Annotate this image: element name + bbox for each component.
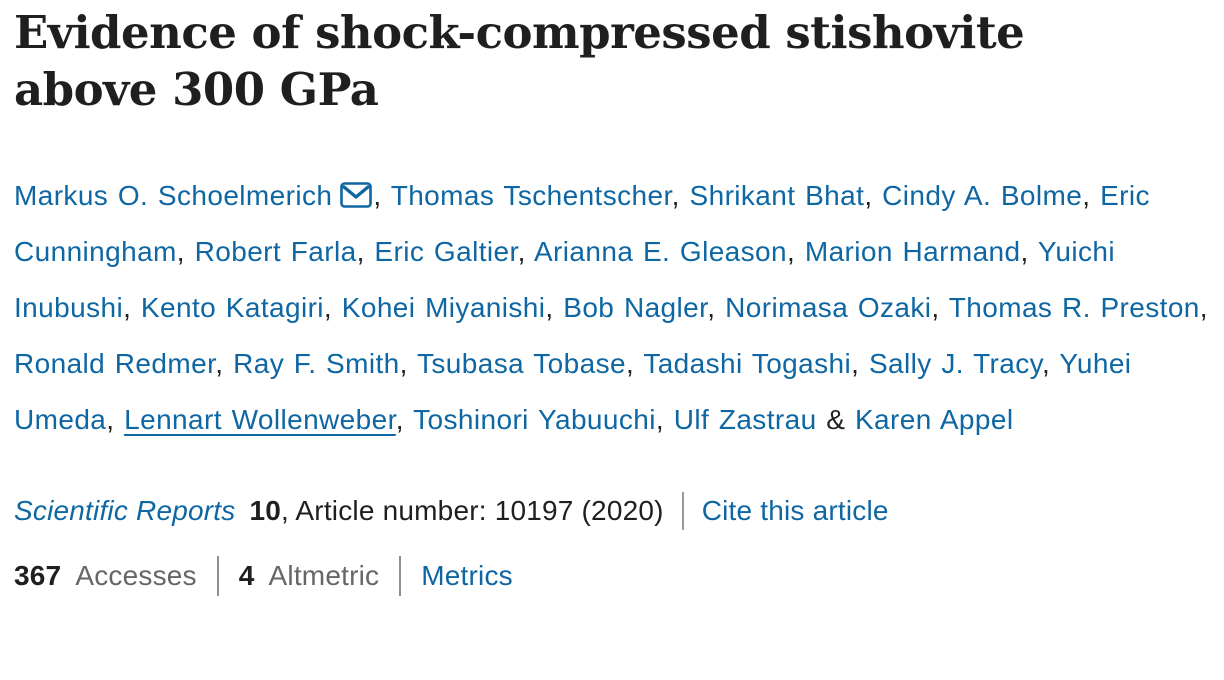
author-link[interactable]: Markus O. Schoelmerich [14, 180, 333, 211]
author-link[interactable]: Eric Cunningham [14, 180, 1150, 267]
author-separator: , [395, 404, 414, 435]
metrics-link[interactable]: Metrics [421, 560, 513, 591]
author-separator: , [323, 292, 342, 323]
author-link[interactable]: Kohei Miyanishi [341, 292, 546, 323]
author-link[interactable]: Arianna E. Gleason [533, 236, 787, 267]
author-separator: , [545, 292, 564, 323]
author-separator: , [106, 404, 125, 435]
altmetric-count: 4 [238, 560, 255, 591]
journal-citation-line [14, 492, 1210, 530]
author-link[interactable]: Cindy A. Bolme [882, 180, 1083, 211]
author-separator: , [517, 236, 534, 267]
author-link[interactable]: Karen Appel [854, 404, 1014, 435]
author-separator: , [1020, 236, 1038, 267]
author-link[interactable]: Tadashi Togashi [643, 348, 852, 379]
author-separator: , [851, 348, 869, 379]
author-link[interactable]: Bob Nagler [563, 292, 708, 323]
author-link[interactable]: Thomas R. Preston [948, 292, 1200, 323]
author-link[interactable]: Eric Galtier [374, 236, 518, 267]
journal-volume: 10 [249, 495, 282, 526]
altmetric-label: Altmetric [268, 560, 380, 591]
article-title-line2: above 300 GPa [14, 63, 379, 116]
article-title-line1: Evidence of shock-compressed stishovite [14, 6, 1025, 59]
author-link[interactable]: Robert Farla [194, 236, 357, 267]
article-title [14, 4, 1210, 118]
metrics-bar [14, 556, 1210, 596]
author-link[interactable]: Sally J. Tracy [868, 348, 1042, 379]
author-link[interactable]: Ray F. Smith [233, 348, 400, 379]
author-link[interactable]: Tsubasa Tobase [417, 348, 626, 379]
author-link[interactable]: Shrikant Bhat [689, 180, 865, 211]
author-separator: , [707, 292, 726, 323]
author-separator: , [373, 180, 391, 211]
author-link[interactable]: Toshinori Yabuuchi [413, 404, 656, 435]
author-link[interactable]: Kento Katagiri [140, 292, 324, 323]
vertical-divider [217, 556, 219, 596]
author-separator: , [671, 180, 690, 211]
email-icon[interactable] [340, 182, 372, 208]
author-link[interactable]: Thomas Tschentscher [390, 180, 672, 211]
author-link[interactable]: Ronald Redmer [14, 348, 216, 379]
author-separator: , [655, 404, 674, 435]
author-separator: , [356, 236, 375, 267]
accesses-count: 367 [14, 560, 62, 591]
author-separator: , [931, 292, 949, 323]
author-separator: , [625, 348, 644, 379]
author-separator: , [1041, 348, 1060, 379]
author-link[interactable]: Ulf Zastrau [673, 404, 817, 435]
author-separator: , [399, 348, 417, 379]
author-separator: , [787, 236, 805, 267]
vertical-divider [399, 556, 401, 596]
vertical-divider [682, 492, 684, 530]
journal-link[interactable]: Scientific Reports [14, 495, 236, 526]
author-link[interactable]: Yuhei Umeda [14, 348, 1132, 435]
author-separator: , [176, 236, 195, 267]
author-separator: , [215, 348, 234, 379]
author-link[interactable]: Marion Harmand [804, 236, 1021, 267]
author-separator: , [1199, 292, 1208, 323]
author-separator: , [864, 180, 883, 211]
author-link[interactable]: Norimasa Ozaki [725, 292, 932, 323]
author-list [14, 168, 1210, 448]
author-separator: , [123, 292, 141, 323]
author-link[interactable]: Yuichi Inubushi [14, 236, 1115, 323]
cite-this-article-link[interactable]: Cite this article [701, 495, 889, 526]
author-separator: & [816, 404, 855, 435]
author-link[interactable]: Lennart Wollenweber [124, 404, 396, 435]
article-number-text: , Article number: 10197 (2020) [281, 495, 664, 526]
accesses-label: Accesses [75, 560, 197, 591]
author-separator: , [1082, 180, 1101, 211]
